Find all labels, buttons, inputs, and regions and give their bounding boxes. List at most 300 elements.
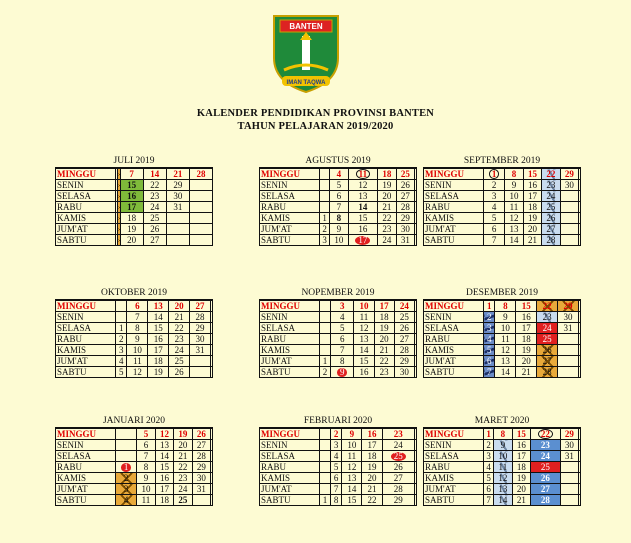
date-cell: 22 <box>531 429 561 440</box>
date-cell: 1 <box>484 169 505 180</box>
date-cell: 3 <box>331 440 342 451</box>
date-cell: 6 <box>484 484 494 495</box>
date-cell: 17 <box>148 345 169 356</box>
date-cell: 24 <box>394 301 414 312</box>
date-cell: 10 <box>494 451 512 462</box>
date-cell <box>415 169 417 180</box>
month-title: DESEMBER 2019 <box>423 288 581 300</box>
date-cell: 16 <box>348 224 378 235</box>
date-cell <box>210 301 212 312</box>
date-cell: 13 <box>155 440 173 451</box>
date-cell <box>414 451 416 462</box>
date-cell: 6 <box>331 473 342 484</box>
date-cell: 29 <box>396 213 414 224</box>
day-name: JUM'AT <box>424 484 484 495</box>
date-cell: 20 <box>374 334 394 345</box>
date-cell: 9 <box>331 367 354 378</box>
day-name: SELASA <box>56 451 116 462</box>
month-4 <box>259 288 417 378</box>
date-cell <box>578 334 580 345</box>
day-name: SABTU <box>260 367 320 378</box>
date-cell <box>579 429 581 440</box>
date-cell: 2 <box>116 473 137 484</box>
date-cell: 13 <box>494 484 512 495</box>
date-cell: 15 <box>348 213 378 224</box>
date-cell: 2 <box>320 367 331 378</box>
page-title: KALENDER PENDIDIKAN PROVINSI BANTEN <box>196 108 435 119</box>
day-name: JUM'AT <box>260 356 320 367</box>
date-cell <box>211 440 213 451</box>
date-cell: 22 <box>143 180 166 191</box>
date-cell: 10 <box>137 484 155 495</box>
day-name: MINGGU <box>260 429 320 440</box>
date-cell: 13 <box>354 334 374 345</box>
date-cell: 27 <box>382 473 414 484</box>
date-cell: 17 <box>523 191 541 202</box>
date-cell: 29 <box>560 169 578 180</box>
date-cell <box>116 451 137 462</box>
date-cell: 9 <box>127 334 148 345</box>
date-cell <box>211 495 213 506</box>
date-cell: 25 <box>396 169 414 180</box>
date-cell <box>189 213 212 224</box>
date-cell: 13 <box>495 356 516 367</box>
date-cell: 25 <box>537 334 558 345</box>
date-cell: 10 <box>330 235 348 246</box>
day-name: SENIN <box>424 312 484 323</box>
day-name: SENIN <box>424 180 484 191</box>
date-cell: 24 <box>382 440 414 451</box>
date-cell: 1 <box>116 323 127 334</box>
date-cell: 15 <box>342 495 362 506</box>
month-7 <box>259 416 417 506</box>
date-cell: 10 <box>354 301 374 312</box>
date-cell <box>414 323 416 334</box>
date-cell: 24 <box>378 235 396 246</box>
date-cell: 4 <box>331 312 354 323</box>
date-cell: 15 <box>523 169 541 180</box>
day-name: SELASA <box>260 191 320 202</box>
page-subtitle: TAHUN PELAJARAN 2019/2020 <box>237 121 394 132</box>
date-cell: 20 <box>362 473 382 484</box>
date-cell: 4 <box>116 356 127 367</box>
date-cell: 8 <box>505 169 523 180</box>
date-cell: 16 <box>120 191 143 202</box>
day-name: SENIN <box>260 312 320 323</box>
date-cell: 21 <box>512 495 530 506</box>
date-cell <box>210 334 212 345</box>
date-cell: 27 <box>143 235 166 246</box>
date-cell: 5 <box>137 429 155 440</box>
day-name: MINGGU <box>424 429 484 440</box>
date-cell: 23 <box>374 367 394 378</box>
date-cell <box>414 495 416 506</box>
date-cell: 21 <box>516 367 537 378</box>
day-name: MINGGU <box>56 429 116 440</box>
day-name: JUM'AT <box>424 356 484 367</box>
date-cell: 14 <box>143 169 166 180</box>
day-name: KAMIS <box>56 473 116 484</box>
date-cell: 17 <box>155 484 173 495</box>
date-cell: 25 <box>394 312 414 323</box>
date-cell: 22 <box>174 462 192 473</box>
date-cell <box>320 440 331 451</box>
date-cell <box>211 451 213 462</box>
date-cell: 24 <box>169 345 190 356</box>
date-cell: 28 <box>396 202 414 213</box>
day-name: SABTU <box>260 495 320 506</box>
date-cell: 7 <box>127 312 148 323</box>
date-cell: 6 <box>484 224 505 235</box>
month-8 <box>423 416 581 506</box>
date-cell <box>166 224 189 235</box>
date-cell <box>320 301 331 312</box>
date-cell: 26 <box>396 180 414 191</box>
date-cell: 13 <box>148 301 169 312</box>
day-name: KAMIS <box>424 345 484 356</box>
date-cell: 15 <box>120 180 143 191</box>
date-cell: 14 <box>155 451 173 462</box>
date-cell <box>560 202 578 213</box>
date-cell: 13 <box>348 191 378 202</box>
date-cell <box>415 213 417 224</box>
day-name: RABU <box>260 462 320 473</box>
date-cell <box>320 345 331 356</box>
date-cell: 4 <box>484 462 494 473</box>
date-cell: 27 <box>190 301 211 312</box>
date-cell: 28 <box>189 169 212 180</box>
date-cell: 7 <box>120 169 143 180</box>
date-cell: 4 <box>331 451 342 462</box>
date-cell <box>189 224 212 235</box>
date-cell: 9 <box>505 180 523 191</box>
date-cell: 23 <box>169 334 190 345</box>
date-cell <box>579 202 581 213</box>
date-cell <box>414 356 416 367</box>
date-cell: 8 <box>494 429 512 440</box>
date-cell: 20 <box>169 301 190 312</box>
date-cell: 19 <box>120 224 143 235</box>
date-cell: 25 <box>174 495 192 506</box>
date-cell: 19 <box>378 180 396 191</box>
date-cell <box>414 429 416 440</box>
date-cell: 22 <box>537 301 558 312</box>
date-cell: 26 <box>537 345 558 356</box>
date-cell <box>189 235 212 246</box>
date-cell: 31 <box>396 235 414 246</box>
date-cell: 25 <box>169 356 190 367</box>
date-cell: 5 <box>484 345 495 356</box>
date-cell: 13 <box>505 224 523 235</box>
date-cell <box>414 473 416 484</box>
date-cell <box>415 202 417 213</box>
day-name: MINGGU <box>260 301 320 312</box>
day-name: SABTU <box>424 235 484 246</box>
day-name: KAMIS <box>260 213 320 224</box>
date-cell: 8 <box>331 495 342 506</box>
date-cell: 19 <box>362 462 382 473</box>
date-cell: 7 <box>331 345 354 356</box>
date-cell: 27 <box>396 191 414 202</box>
day-name: MINGGU <box>56 169 116 180</box>
date-cell: 7 <box>137 451 155 462</box>
date-cell: 10 <box>342 440 362 451</box>
date-cell <box>189 202 212 213</box>
date-cell: 19 <box>374 323 394 334</box>
day-name: SELASA <box>56 323 116 334</box>
date-cell: 9 <box>342 429 362 440</box>
date-cell: 11 <box>137 495 155 506</box>
date-cell: 24 <box>531 451 561 462</box>
day-name: MINGGU <box>260 169 320 180</box>
date-cell <box>415 180 417 191</box>
date-cell <box>320 484 331 495</box>
date-cell: 31 <box>192 484 210 495</box>
date-cell <box>578 301 580 312</box>
day-name: JUM'AT <box>260 484 320 495</box>
svg-text:BANTEN: BANTEN <box>289 22 323 31</box>
date-cell: 4 <box>484 334 495 345</box>
date-cell <box>414 345 416 356</box>
date-cell <box>560 191 578 202</box>
date-cell: 12 <box>155 429 173 440</box>
date-cell: 30 <box>394 367 414 378</box>
date-cell: 20 <box>174 440 192 451</box>
date-cell: 14 <box>342 484 362 495</box>
date-cell: 8 <box>331 356 354 367</box>
day-name: RABU <box>424 334 484 345</box>
date-cell <box>166 213 189 224</box>
date-cell <box>211 484 213 495</box>
date-cell <box>578 356 580 367</box>
date-cell <box>414 312 416 323</box>
date-cell: 30 <box>560 440 578 451</box>
date-cell: 18 <box>374 312 394 323</box>
day-name: RABU <box>260 334 320 345</box>
date-cell <box>116 440 137 451</box>
date-cell: 28 <box>192 451 210 462</box>
date-cell: 30 <box>192 473 210 484</box>
date-cell: 30 <box>396 224 414 235</box>
date-cell: 5 <box>331 462 342 473</box>
date-cell: 24 <box>537 323 558 334</box>
date-cell: 14 <box>148 312 169 323</box>
date-cell <box>579 213 581 224</box>
date-cell: 16 <box>523 180 541 191</box>
date-cell: 17 <box>516 323 537 334</box>
date-cell: 25 <box>531 462 561 473</box>
date-cell: 21 <box>169 312 190 323</box>
day-name: SELASA <box>260 323 320 334</box>
day-name: SABTU <box>56 235 116 246</box>
date-cell: 30 <box>558 312 579 323</box>
date-cell: 4 <box>330 169 348 180</box>
date-cell: 15 <box>512 429 530 440</box>
svg-text:IMAN TAQWA: IMAN TAQWA <box>286 80 326 86</box>
month-title: AGUSTUS 2019 <box>259 156 417 168</box>
date-cell <box>560 484 578 495</box>
day-name: MINGGU <box>424 301 484 312</box>
month-title: JANUARI 2020 <box>55 416 213 428</box>
date-cell: 6 <box>484 356 495 367</box>
date-cell: 1 <box>484 429 494 440</box>
date-cell: 31 <box>166 202 189 213</box>
date-cell: 23 <box>531 440 561 451</box>
date-cell <box>579 224 581 235</box>
date-cell: 12 <box>505 213 523 224</box>
date-cell: 1 <box>116 462 137 473</box>
date-cell: 16 <box>148 334 169 345</box>
date-cell <box>558 334 579 345</box>
date-cell: 18 <box>378 169 396 180</box>
date-cell: 13 <box>342 473 362 484</box>
date-cell: 20 <box>120 235 143 246</box>
day-name: SELASA <box>260 451 320 462</box>
date-cell <box>320 462 331 473</box>
date-cell: 6 <box>330 191 348 202</box>
date-cell <box>210 323 212 334</box>
date-cell: 28 <box>537 367 558 378</box>
date-cell: 19 <box>516 345 537 356</box>
date-cell: 20 <box>523 224 541 235</box>
date-cell <box>414 484 416 495</box>
date-cell: 10 <box>127 345 148 356</box>
date-cell: 12 <box>348 180 378 191</box>
date-cell: 9 <box>495 312 516 323</box>
date-cell <box>579 169 581 180</box>
date-cell <box>320 473 331 484</box>
day-name: RABU <box>56 202 116 213</box>
date-cell: 18 <box>516 334 537 345</box>
date-cell: 17 <box>374 301 394 312</box>
date-cell: 18 <box>155 495 173 506</box>
date-cell <box>579 462 581 473</box>
date-cell: 11 <box>505 202 523 213</box>
month-2 <box>423 156 581 246</box>
date-cell <box>189 191 212 202</box>
date-cell: 9 <box>330 224 348 235</box>
day-name: SENIN <box>56 312 116 323</box>
month-title: JULI 2019 <box>55 156 213 168</box>
date-cell <box>560 224 578 235</box>
date-cell: 11 <box>495 334 516 345</box>
date-cell: 18 <box>512 462 530 473</box>
date-cell: 11 <box>342 451 362 462</box>
date-cell: 29 <box>382 495 414 506</box>
date-cell: 26 <box>382 462 414 473</box>
date-cell: 8 <box>137 462 155 473</box>
date-cell: 26 <box>542 213 560 224</box>
date-cell: 12 <box>494 473 512 484</box>
day-name: KAMIS <box>260 473 320 484</box>
date-cell: 29 <box>560 429 578 440</box>
date-cell <box>560 213 578 224</box>
date-cell: 21 <box>166 169 189 180</box>
date-cell: 25 <box>542 202 560 213</box>
day-name: SELASA <box>56 191 116 202</box>
date-cell: 14 <box>505 235 523 246</box>
date-cell: 2 <box>116 334 127 345</box>
date-cell: 8 <box>127 323 148 334</box>
date-cell <box>190 367 211 378</box>
date-cell: 27 <box>537 356 558 367</box>
date-cell <box>578 345 580 356</box>
date-cell: 30 <box>560 180 578 191</box>
date-cell: 19 <box>523 213 541 224</box>
date-cell: 18 <box>148 356 169 367</box>
date-cell: 22 <box>169 323 190 334</box>
date-cell: 17 <box>512 451 530 462</box>
date-cell: 29 <box>190 323 211 334</box>
date-cell: 4 <box>484 202 505 213</box>
month-title: FEBRUARI 2020 <box>259 416 417 428</box>
month-6 <box>55 416 213 506</box>
date-cell <box>320 169 330 180</box>
day-name: SABTU <box>260 235 320 246</box>
date-cell <box>579 235 581 246</box>
date-cell <box>579 180 581 191</box>
date-cell <box>579 440 581 451</box>
date-cell: 8 <box>495 301 516 312</box>
date-cell <box>558 356 579 367</box>
date-cell: 14 <box>348 202 378 213</box>
day-name: SENIN <box>260 440 320 451</box>
date-cell: 11 <box>494 462 512 473</box>
date-cell <box>210 312 212 323</box>
date-cell: 12 <box>495 345 516 356</box>
date-cell: 3 <box>320 235 330 246</box>
date-cell: 27 <box>531 484 561 495</box>
day-name: JUM'AT <box>260 224 320 235</box>
date-cell <box>415 191 417 202</box>
date-cell: 27 <box>192 440 210 451</box>
date-cell <box>414 334 416 345</box>
date-cell <box>560 462 578 473</box>
day-name: SENIN <box>424 440 484 451</box>
day-name: RABU <box>424 462 484 473</box>
date-cell: 15 <box>516 301 537 312</box>
date-cell: 19 <box>512 473 530 484</box>
date-cell: 7 <box>331 484 342 495</box>
date-cell: 27 <box>542 224 560 235</box>
date-cell <box>558 345 579 356</box>
date-cell: 16 <box>354 367 374 378</box>
day-name: MINGGU <box>424 169 484 180</box>
day-name: KAMIS <box>260 345 320 356</box>
date-cell: 14 <box>354 345 374 356</box>
date-cell: 11 <box>348 169 378 180</box>
date-cell: 22 <box>542 169 560 180</box>
date-cell: 6 <box>127 301 148 312</box>
date-cell <box>579 495 581 506</box>
month-0 <box>55 156 213 246</box>
month-1 <box>259 156 417 246</box>
date-cell <box>210 356 212 367</box>
date-cell: 22 <box>362 495 382 506</box>
date-cell: 18 <box>120 213 143 224</box>
date-cell: 21 <box>362 484 382 495</box>
date-cell: 25 <box>143 213 166 224</box>
day-name: SABTU <box>56 367 116 378</box>
date-cell: 23 <box>537 312 558 323</box>
date-cell <box>578 312 580 323</box>
date-cell: 5 <box>330 180 348 191</box>
banten-emblem-icon <box>266 10 346 94</box>
day-name: JUM'AT <box>56 484 116 495</box>
day-name: RABU <box>56 334 116 345</box>
date-cell <box>558 367 579 378</box>
date-cell: 22 <box>378 213 396 224</box>
